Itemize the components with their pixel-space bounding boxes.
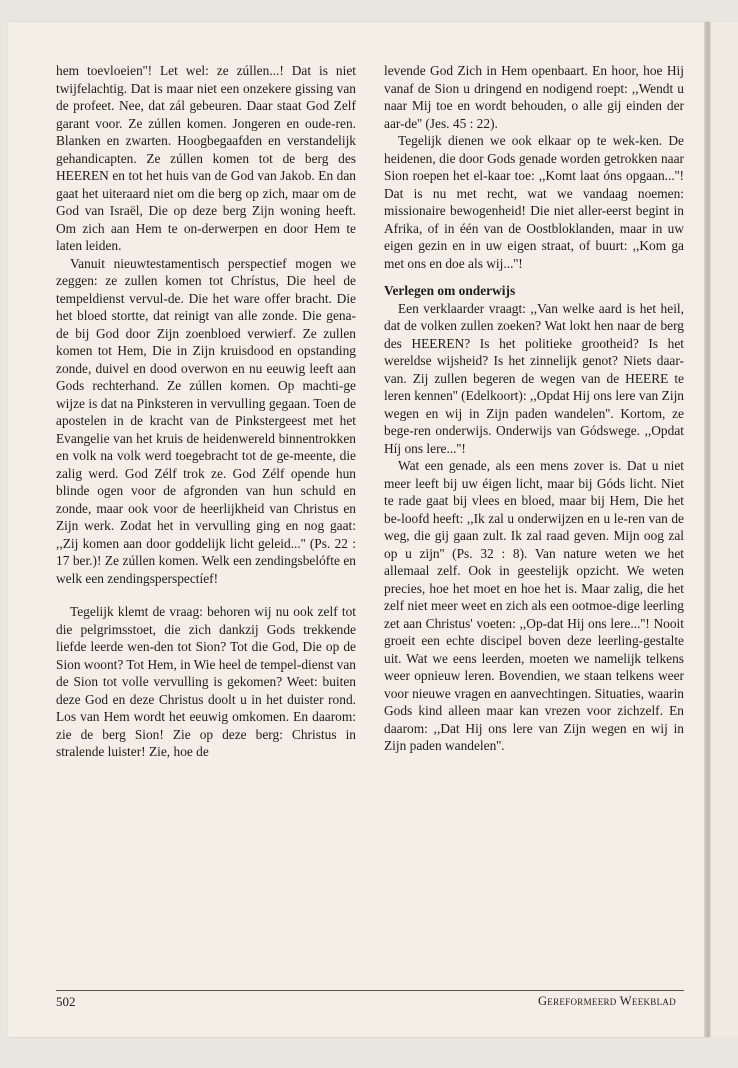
adjacent-page-edge: [710, 22, 738, 1037]
left-paragraph-3: Tegelijk klemt de vraag: behoren wij nu ook zelf tot die pelgrimsstoet, die zich dankzij Gods trekkende liefde leerde wen-den tot Sion? Tot die God, Die op de Sion woont? Tot Hem, in Wie heel de tempel-dienst van de Sion tot volle vervulling is gekomen? Weet: buiten deze God en deze Christus doolt u in het duister rond. Los van Hem wordt het eeuwig omkomen. En daarom: zie de berg Sion! Zie op deze berg: Christus in stralende luister! Zie, hoe de: [56, 604, 356, 759]
right-paragraph-3: Een verklaarder vraagt: ,,Van welke aard is het heil, dat de volken zullen zoeken? Wat lokt hen naar de berg des HEEREN? Is het politieke grootheid? Is het wereldse wijsheid? Is het zinnelijk genot? Niets daar-van. Zij zullen begeren de wegen van de HEERE te leren kennen'' (Edelkoort): ,,Opdat Hij ons lere van Zijn wegen en wij in Zijn paden wandelen''. Kortom, ze bege-ren onderwijs. Onderwijs van Gódswege. ,,Opdat Híj ons lere...''!: [384, 300, 684, 456]
right-paragraph-1: levende God Zich in Hem openbaart. En hoor, hoe Hij vanaf de Sion u dringend en nodigend roept: ,,Wendt u naar Mij toe en wordt behouden, o alle gij einden der aar-de'' (Jes. 45 : 22).: [384, 63, 684, 131]
left-paragraph-1: hem toevloeien''! Let wel: ze zúllen...! Dat is niet twijfelachtig. Dat is maar niet een onzekere gissing van de profeet. Nee, dat zál gebeuren. Daar staat God Zelf garant voor. Ze zúllen komen. Jongeren en oude-ren. Blanken en zwarten. Hoogbegaafden en verstandelijk gehandicapten. Ze zúllen komen tot de berg des HEEREN en tot het huis van de God van Jakob. En dan gaat het uiteraard niet om die berg op zich, maar om de God van Israël, Die op deze berg Zijn woning heeft. Om zich aan Hem te on-derwerpen en door Hem te laten leiden.: [56, 63, 356, 253]
right-paragraph-2: Tegelijk dienen we ook elkaar op te wek-ken. De heidenen, die door Gods genade worden getrokken naar Sion roepen het el-kaar toe: ,,Komt laat óns opgaan...''! Dat is nu met recht, wat we vandaag noemen: missionaire bewogenheid! Die niet aller-eerst begint in Afrika, of in één van de Oostbloklanden, maar in uw eigen gezin en in uw eigen straat, of buurt: ,,Kom ga met ons en doe als wij...''!: [384, 133, 684, 271]
footer-divider: [56, 990, 684, 991]
magazine-page: [8, 22, 708, 1037]
section-heading: Verlegen om onderwijs: [384, 283, 516, 298]
page-number: 502: [56, 994, 76, 1009]
left-paragraph-2: Vanuit nieuwtestamentisch perspectief mogen we zeggen: ze zullen komen tot Chrístus, Die heel de tempeldienst vervul-de. Die het ware offer bracht. Die het bloed stortte, dat reinigt van alle zonde. Die gena-de bij God door Zijn zoenbloed verwierf. Ze zullen komen tot Hem, Die in Zijn kruisdood en opstanding zonde, duivel en dood overwon en nu eeuwig leeft aan Gods rechterhand. Ze zúllen komen. Op machti-ge wijze is dat na Pinksteren in vervulling gegaan. Toen de apostelen in de kracht van de Pinkstergeest met het Evangelie van het kruis de heidenwereld binnentrokken en volk na volk werd toegebracht tot de ge-meente, die zalig werd. God Zélf trok ze. God Zélf opende hun blinde ogen voor de afgronden van hun schuld en zonde, maar ook voor de heerlijkheid van Christus en Zijn werk. Zodat het in vervulling ging en nog gaat: ,,Zij komen aan door goddelijk licht geleid...'' (Ps. 22 : 17 ber.)! Ze zúllen komen. Welk een zendingsbelófte en welk een zendingsperspectíef!: [56, 255, 356, 586]
right-paragraph-4: Wat een genade, als een mens zover is. Dat u niet meer leeft bij uw éigen licht, maar bij Góds licht. Niet te rade gaat bij vlees en bloed, maar bij Hem, Die het be-loofd heeft: ,,Ik zal u onderwijzen en u le-ren van de weg, die gij gaan zult. Ik zal raad geven. Mijn oog zal op u zijn'' (Ps. 32 : 8). Van nature weten we het allemaal zelf. Ook in geestelijk opzicht. We weten precies, hoe het moet en hoe het is. Maar zalig, die het zelf niet meer weet en zich als een ootmoe-dige leerling zet aan Christus' voeten: ,,Op-dat Hij ons lere...''! Nooit groeit een echte discipel boven deze leerling-gestalte uit. Wat we eens leerden, moeten we namelijk telkens weer opnieuw leren. Bovendien, we staan telkens weer voor nieuwe vragen en aanvechtingen. Situaties, waarin Gods kind alleen maar kan vrezen voor zichzelf. En daarom: ,,Dat Hij ons lere van Zijn wegen en wij in Zijn paden wandelen''.: [384, 458, 684, 753]
journal-title: Gereformeerd Weekblad: [537, 994, 676, 1008]
right-column: [384, 62, 684, 755]
left-column: [56, 62, 356, 761]
